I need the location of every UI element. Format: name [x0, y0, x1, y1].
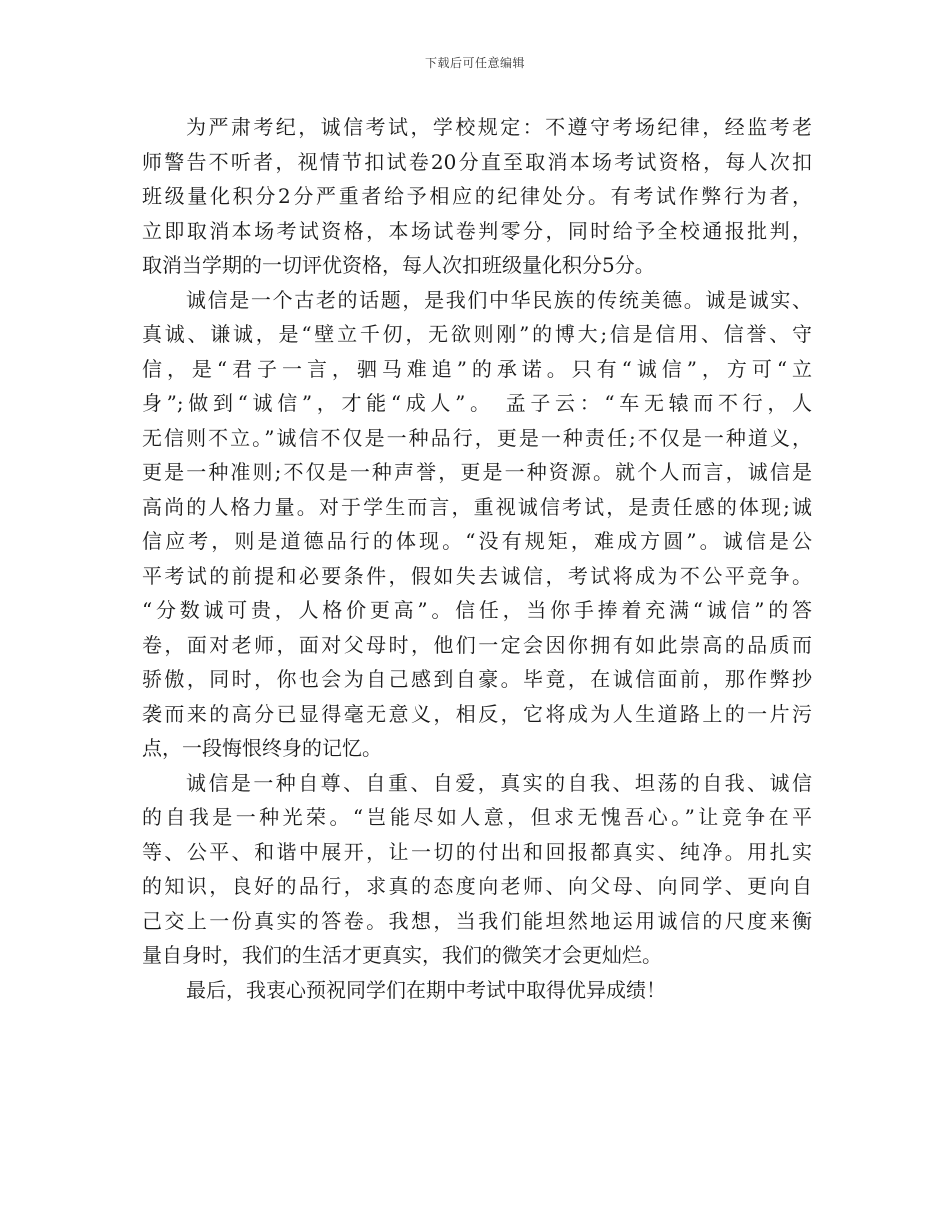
paragraph-line: 点，一段悔恨终身的记忆。 [142, 736, 382, 760]
paragraph-line: 卷，面对老师，面对父母时，他们一定会因你拥有如此崇高的品质而 [142, 632, 812, 657]
paragraph-line: 取消当学期的一切评优资格，每人次扣班级量化积分5分。 [142, 253, 655, 277]
paragraph-line: 量自身时，我们的生活才更真实，我们的微笑才会更灿烂。 [142, 943, 662, 967]
paragraph-line: 更是一种准则;不仅是一种声誉，更是一种资源。就个人而言，诚信是 [142, 460, 812, 484]
paragraph-line: 诚信是一种自尊、自重、自爱，真实的自我、坦荡的自我、诚信 [186, 770, 812, 795]
paragraph-line: 的自我是一种光荣。“岂能尽如人意，但求无愧吾心。”让竞争在平 [142, 805, 812, 829]
paragraph-line: 为严肃考纪，诚信考试，学校规定：不遵守考场纪律，经监考老 [186, 115, 812, 139]
paragraph-line: 己交上一份真实的答卷。我想，当我们能坦然地运用诚信的尺度来衡 [142, 908, 812, 933]
paragraph-line: 的知识，良好的品行，求真的态度向老师、向父母、向同学、更向自 [142, 874, 812, 898]
paragraph-line: 真诚、谦诚，是“壁立千仞，无欲则刚”的博大;信是信用、信誉、守 [142, 322, 812, 346]
paragraph-line: 平考试的前提和必要条件，假如失去诚信，考试将成为不公平竞争。 [142, 563, 812, 588]
paragraph-line: 无信则不立。”诚信不仅是一种品行，更是一种责任;不仅是一种道义， [142, 425, 812, 450]
paragraph-line: 身”;做到“诚信”，才能“成人”。 孟子云：“车无辕而不行，人 [142, 391, 812, 415]
document-body [142, 110, 812, 1007]
paragraph-line: 班级量化积分2分严重者给予相应的纪律处分。有考试作弊行为者， [142, 184, 812, 208]
paragraph-line: 最后，我衷心预祝同学们在期中考试中取得优异成绩！ [186, 977, 666, 1002]
paragraph-line: 信，是“君子一言，驷马难追”的承诺。只有“诚信”，方可“立 [142, 356, 812, 381]
paragraph-line: 信应考，则是道德品行的体现。“没有规矩，难成方圆”。诚信是公 [142, 529, 812, 553]
paragraph-line: “分数诚可贵，人格价更高”。信任，当你手捧着充满“诚信”的答 [142, 598, 812, 622]
paragraph-line: 袭而来的高分已显得毫无意义，相反，它将成为人生道路上的一片污 [142, 701, 812, 726]
paragraph-line: 高尚的人格力量。对于学生而言，重视诚信考试，是责任感的体现;诚 [142, 494, 812, 519]
paragraph-line: 等、公平、和谐中展开，让一切的付出和回报都真实、纯净。用扎实 [142, 839, 812, 864]
paragraph-line: 师警告不听者，视情节扣试卷20分直至取消本场考试资格，每人次扣 [142, 149, 812, 174]
paragraph-line: 骄傲，同时，你也会为自己感到自豪。毕竟，在诚信面前，那作弊抄 [142, 667, 812, 691]
paragraph-line: 诚信是一个古老的话题，是我们中华民族的传统美德。诚是诚实、 [186, 287, 812, 312]
paragraph-line: 立即取消本场考试资格，本场试卷判零分，同时给予全校通报批判， [142, 218, 812, 243]
page-header: 下载后可任意编辑 [424, 56, 525, 70]
